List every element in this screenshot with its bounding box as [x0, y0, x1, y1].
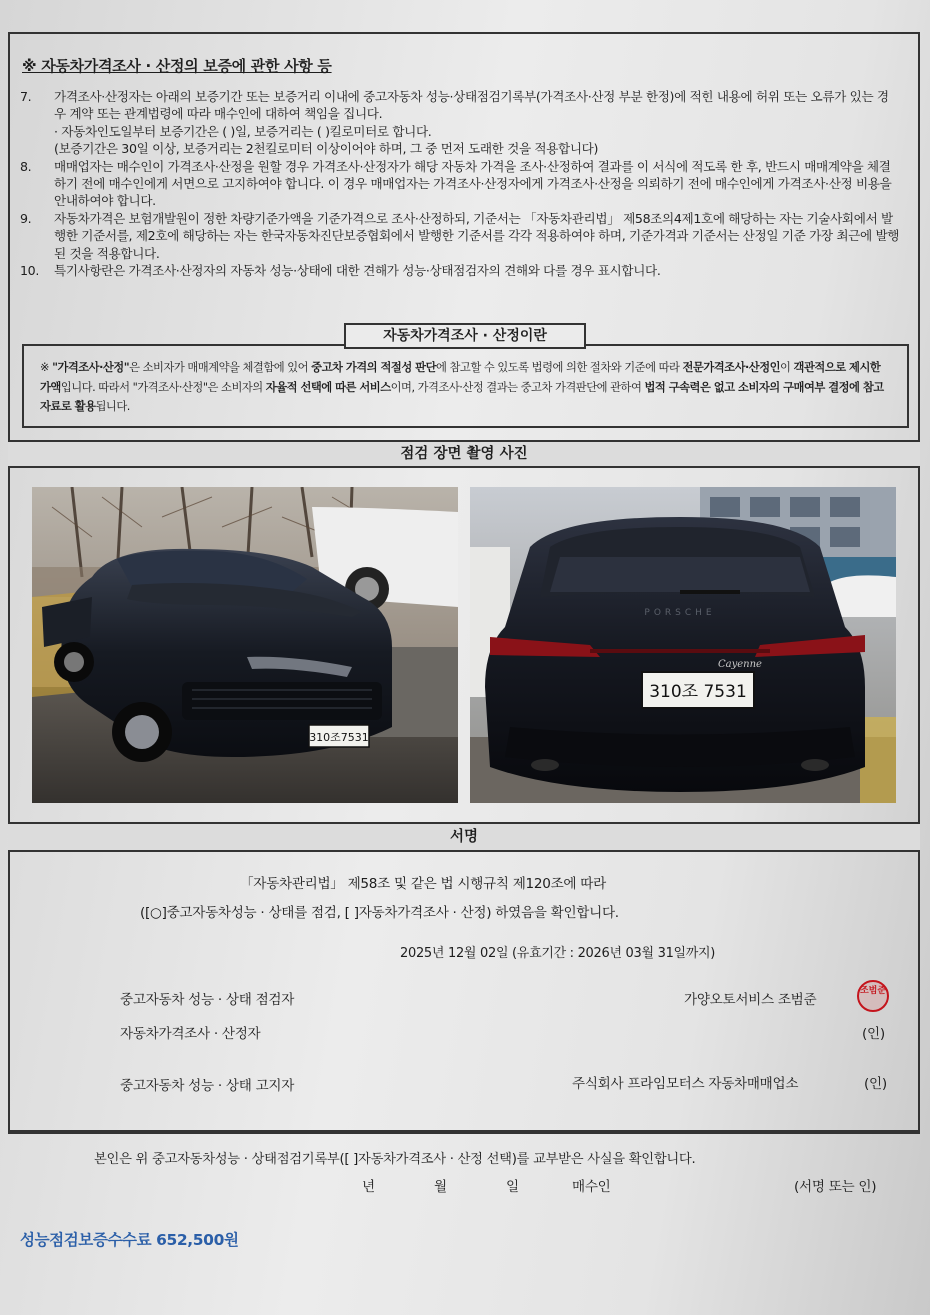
item-text: 특기사항란은 가격조사·산정자의 자동차 성능·상태에 대한 견해가 성능·상태점검자의 견해와 다를 경우 표시합니다. — [54, 263, 661, 279]
buyer-label: 매수인 — [572, 1179, 611, 1195]
rear-car-photo — [470, 487, 896, 803]
inspector-name: 가양오토서비스 조범준 — [684, 992, 817, 1008]
rear-brand-lettering: PORSCHE — [644, 608, 716, 618]
definition-title: 자동차가격조사 · 산정이란 — [344, 323, 586, 349]
photo-section-title: 점검 장면 촬영 사진 — [8, 440, 920, 468]
confirmation-statement: ([○]중고자동차성능 · 상태를 점검, [ ]자동차가격조사 · 산정) 하였음을 확인합니다. — [140, 905, 619, 921]
definition-text: ※ "가격조사·산정"은 소비자가 매매계약을 체결함에 있어 중고차 가격의 적절성 판단에 참고할 수 있도록 법령에 의한 절차와 기준에 따라 전문가격조사·산정인이 객관적으로 제시한 가액입니다. 따라서 "가격조사·산정"은 소비자의 자율적 선택에 따른 서비스이며, 가격조사·산정 결과는 중고차 가격판단에 관하여 법적 구속력은 없고 소비자의 구매여부 결정에 참고자료로 활용됩니다. — [40, 361, 884, 413]
guarantee-items — [20, 88, 900, 279]
inspection-fee-note: 성능점검보증수수료 652,500원 — [20, 1231, 239, 1249]
section-heading: ※ 자동차가격조사 · 산정의 보증에 관한 사항 등 — [22, 57, 332, 75]
front-car-photo — [32, 487, 458, 803]
front-license-plate: 310조7531 — [309, 731, 369, 744]
notifier-seal: (인) — [864, 1076, 887, 1092]
inspection-date: 2025년 12월 02일 (유효기간 : 2026년 03월 31일까지) — [400, 946, 716, 961]
notifier-name: 주식회사 프라임모터스 자동차매매업소 — [572, 1076, 799, 1092]
item-text: 자동차가격은 보험개발원이 정한 차량기준가액을 기준가격으로 조사·산정하되, 기준서는 「자동차관리법」 제58조의4제1호에 해당하는 자는 기술사회에서 발행한 기준서를, 제2호에 해당하는 자는 한국자동차진단보증협회에서 발행한 기준서를 각각 적용하여야 하며, 기준가격과 기준서는 산정일 기준 가장 최근에 발행된 것을 적용합니다. — [54, 210, 900, 261]
receipt-statement: 본인은 위 중고자동차성능 · 상태점검기록부([ ]자동차가격조사 · 산정 선택)를 교부받은 사실을 확인합니다. — [94, 1152, 696, 1167]
item-7-sub2 — [20, 140, 900, 157]
item-text: 매매업자는 매수인이 가격조사·산정을 원할 경우 가격조사·산정자가 해당 자동차 가격을 조사·산정하여 결과를 이 서식에 적도록 한 후, 반드시 매매계약을 체결하기 전에 매수인에게 서면으로 고지하여야 합니다. 이 경우 매매업자는 가격조사·산정자에게 가격조사·산정을 의뢰하기 전에 매수인에게 가격조사·산정 비용을 안내하여야 합니다. — [54, 158, 892, 209]
red-seal-stamp: 조범준 — [857, 980, 889, 1012]
item-number — [20, 123, 54, 140]
appraiser-label: 자동차가격조사 · 산정자 — [120, 1026, 261, 1042]
item-text: · 자동차인도일부터 보증기간은 ( )일, 보증거리는 ( )킬로미터로 합니다. — [54, 123, 432, 139]
law-reference: 「자동차관리법」 제58조 및 같은 법 시행규칙 제120조에 따라 — [240, 876, 606, 892]
item-9 — [20, 210, 900, 262]
item-number: 10. — [20, 263, 39, 279]
item-number: 7. — [20, 89, 32, 104]
item-10 — [20, 262, 900, 279]
notifier-label: 중고자동차 성능 · 상태 고지자 — [120, 1078, 295, 1094]
receipt-year: 년 — [362, 1179, 375, 1195]
receipt-day: 일 — [506, 1179, 519, 1195]
signature-section-title: 서명 — [8, 822, 920, 852]
item-7-sub1 — [20, 123, 900, 140]
rear-license-plate: 310조 7531 — [649, 682, 747, 702]
buyer-sign-hint: (서명 또는 인) — [794, 1179, 877, 1195]
item-number — [20, 140, 54, 157]
receipt-month: 월 — [434, 1179, 447, 1195]
definition-box — [22, 344, 909, 428]
item-7 — [20, 88, 900, 123]
appraiser-seal: (인) — [862, 1026, 885, 1042]
item-number: 8. — [20, 158, 32, 174]
item-number: 9. — [20, 210, 32, 226]
section-divider — [8, 1132, 920, 1134]
item-text: (보증기간은 30일 이상, 보증거리는 2천킬로미터 이상이어야 하며, 그 중 먼저 도래한 것을 적용합니다) — [54, 141, 599, 157]
item-8 — [20, 158, 900, 210]
inspector-label: 중고자동차 성능 · 상태 점검자 — [120, 992, 295, 1008]
item-text: 가격조사·산정자는 아래의 보증기간 또는 보증거리 이내에 중고자동차 성능·상태점검기록부(가격조사·산정 부분 한정)에 적힌 내용에 허위 또는 오류가 있는 경우 계약 또는 관계법령에 따라 매수인에 대하여 책임을 집니다. — [54, 89, 889, 122]
model-badge: Cayenne — [718, 659, 762, 670]
